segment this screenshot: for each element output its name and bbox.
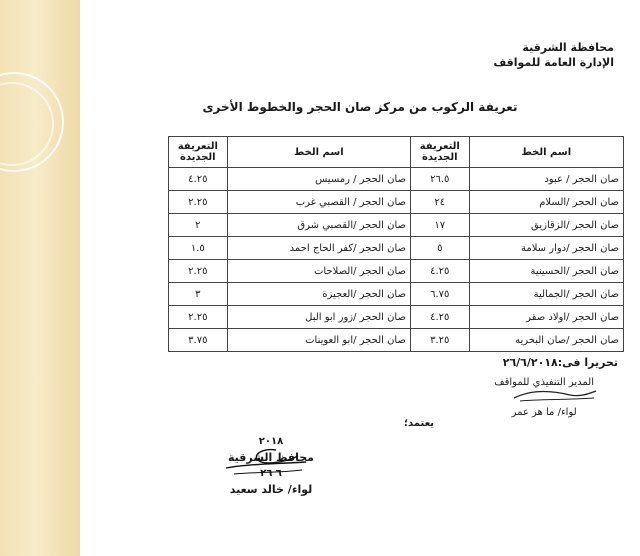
line-name: صان الحجر /الجمالية <box>469 283 623 306</box>
table-row <box>169 283 624 306</box>
line-name: صان الحجر /صان البحريه <box>469 329 623 352</box>
table-row <box>169 260 624 283</box>
line-name: صان الحجر /الصلاحات <box>227 260 410 283</box>
approval-label: يعتمد؛ <box>404 418 434 429</box>
fare-value: ٥ <box>410 237 469 260</box>
fare-value: ٢٤ <box>410 191 469 214</box>
table-row <box>169 168 624 191</box>
fare-value: ٦.٧٥ <box>410 283 469 306</box>
document-header <box>493 40 614 70</box>
table-header-row <box>169 137 624 168</box>
governor-name: لواء/ خالد سعيد <box>229 483 313 496</box>
line-name: صان الحجر /دوار سلامة <box>469 237 623 260</box>
fare-value: ٢٦.٥ <box>410 168 469 191</box>
governor-signature-icon <box>206 446 316 480</box>
director-name: لواء/ ما هر عمر <box>511 407 577 418</box>
fare-value: ٢.٢٥ <box>169 191 228 214</box>
fare-value: ٤.٢٥ <box>410 260 469 283</box>
line-name: صان الحجر /ابو العوينات <box>227 329 410 352</box>
line-name: صان الحجر /الحسينية <box>469 260 623 283</box>
fare-value: ١.٥ <box>169 237 228 260</box>
decorative-side-band <box>0 0 80 556</box>
document-page <box>80 0 640 556</box>
fare-value: ٤.٢٥ <box>169 168 228 191</box>
fare-value: ٣.٧٥ <box>169 329 228 352</box>
director-title: المدير التنفيذي للمواقف <box>494 377 594 388</box>
governor-title: محافظ الشرقية <box>228 451 314 464</box>
governorate-name: محافظة الشرقية <box>522 41 614 54</box>
governor-year: ٢٠١٨ <box>258 436 284 447</box>
table-row <box>169 214 624 237</box>
fares-table <box>168 136 624 352</box>
table-row <box>169 237 624 260</box>
column-header-fare: التعريفة الجديدة <box>410 137 469 168</box>
line-name: صان الحجر / القصبي غرب <box>227 191 410 214</box>
fare-value: ٣.٢٥ <box>410 329 469 352</box>
line-name: صان الحجر /القصبي شرق <box>227 214 410 237</box>
column-header-line: اسم الخط <box>469 137 623 168</box>
fare-value: ٢.٢٥ <box>169 260 228 283</box>
line-name: صان الحجر /زور ابو البل <box>227 306 410 329</box>
line-name: صان الحجر /الزقازيق <box>469 214 623 237</box>
line-name: صان الحجر / عبود <box>469 168 623 191</box>
fare-value: ٣ <box>169 283 228 306</box>
fare-value: ٢ <box>169 214 228 237</box>
document-title: تعريفة الركوب من مركز صان الحجر والخطوط الأخرى <box>202 100 518 114</box>
director-signature-icon <box>510 386 600 406</box>
line-name: صان الحجر /العجيزة <box>227 283 410 306</box>
column-header-fare: التعريفة الجديدة <box>169 137 228 168</box>
table-row <box>169 329 624 352</box>
table-row <box>169 306 624 329</box>
table-row <box>169 191 624 214</box>
line-name: صان الحجر /السلام <box>469 191 623 214</box>
line-name: صان الحجر / رمسيس <box>227 168 410 191</box>
line-name: صان الحجر /كفر الحاج احمد <box>227 237 410 260</box>
governor-date-mark: ٦ ٢٦ <box>260 468 282 479</box>
fare-value: ٤.٢٥ <box>410 306 469 329</box>
fare-value: ١٧ <box>410 214 469 237</box>
line-name: صان الحجر /اولاد صقر <box>469 306 623 329</box>
fare-value: ٢.٢٥ <box>169 306 228 329</box>
issue-date: تحريرا فى:٢٦/٦/٢٠١٨ <box>502 356 618 369</box>
department-name: الإدارة العامة للمواقف <box>493 56 614 69</box>
column-header-line: اسم الخط <box>227 137 410 168</box>
